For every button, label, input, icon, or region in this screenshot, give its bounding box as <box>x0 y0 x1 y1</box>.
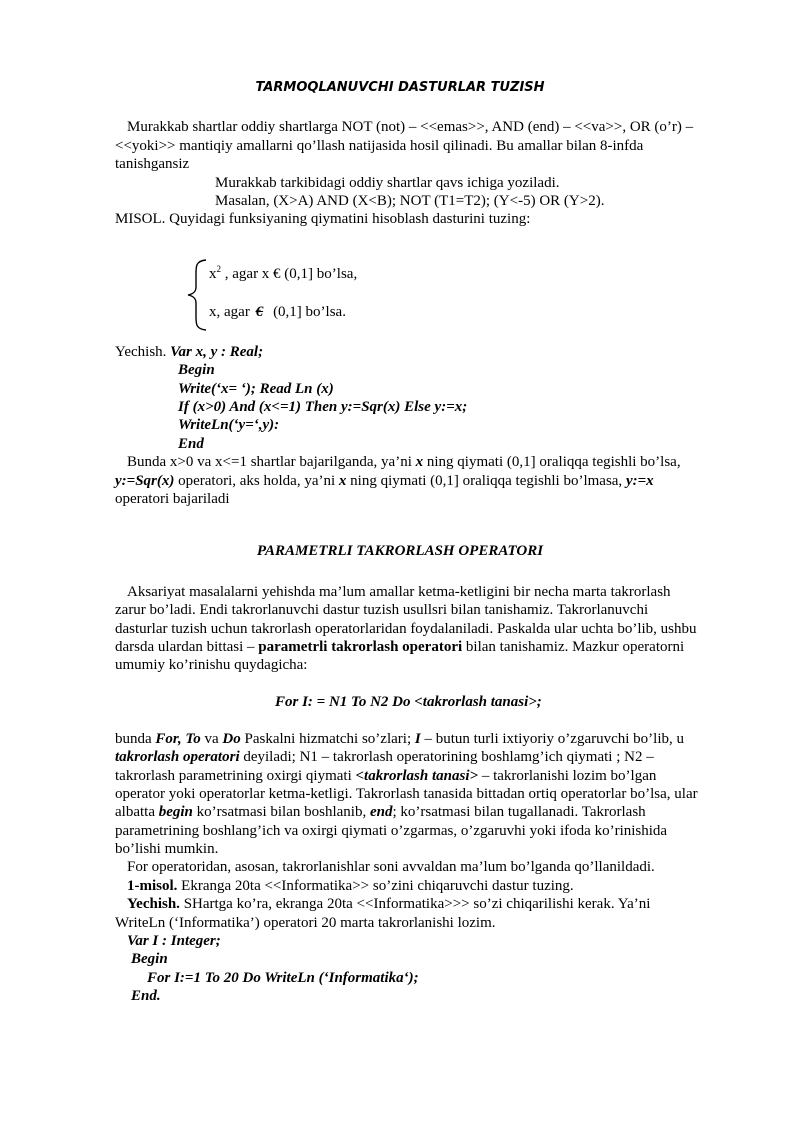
paragraph-line: Masalan, (X>A) AND (X<B); NOT (T1=T2); (Y<-5) OR (Y>2). <box>215 193 605 209</box>
paragraph-line <box>127 453 681 471</box>
not-element-of-icon: € <box>255 304 264 320</box>
paragraph-line <box>115 638 684 656</box>
example-heading: MISOL. Quyidagi funksiyaning qiymatini hisoblash dasturini tuzing: <box>115 211 531 227</box>
text-run: operatori, aks holda, ya’ni <box>174 473 339 489</box>
text-run: Paskalni hizmatchi so’zlari; <box>240 731 415 747</box>
text-run: bunda <box>115 731 156 747</box>
text-run: parametrli takrorlash operatori <box>258 639 463 655</box>
text-run: ko’rsatmasi bilan boshlanib, <box>192 804 370 820</box>
paragraph-line <box>115 730 684 748</box>
solution-label: Yechish. <box>127 896 180 912</box>
case-1-condition: , agar x € (0,1] bo’lsa, <box>221 266 358 282</box>
text-run: I <box>414 731 421 747</box>
text-run: ning qiymati (0,1] oraliqqa tegishli bo’lmasa, <box>346 473 626 489</box>
section-title-for-loop: PARAMETRLI TAKRORLASH OPERATORI <box>256 543 544 559</box>
paragraph-line: For operatoridan, asosan, takrorlanishlar soni avvaldan ma’lum bo’lganda qo’llanildadi. <box>127 859 655 875</box>
code-line: End. <box>131 988 161 1004</box>
paragraph-line <box>115 748 654 766</box>
paragraph-line: parametrining boshlang’ich va oxirgi qiymati o’zgarmas, o’zgaruvhi yoki ifoda ko’rinishida <box>115 823 668 839</box>
text-run: y:=Sqr(x) <box>115 473 175 489</box>
text-run: deyiladi; N1 – takrorlash operatorining boshlamg’ich qiymati ; N2 – <box>239 749 654 765</box>
text-run: x <box>338 473 347 489</box>
paragraph-line <box>115 803 646 821</box>
code-line: Write(‘x= ‘); Read Ln (x) <box>178 381 334 397</box>
paragraph-line: umumiy ko’rinishu quydagicha: <box>115 657 308 673</box>
paragraph-line: zarur bo’ladi. Endi takrorlanuvchi dastur tuzish usullsri bilan tanishamiz. Takrorlanuvchi <box>115 602 649 618</box>
text-run: – butun turli ixtiyoriy o’zgaruvchi bo’lib, u <box>420 731 685 747</box>
paragraph-line: dasturlar tuzish uchun takrorlash operatorlaridan foydalaniladi. Paskalda ular uchta bo’lib, ushbu <box>115 621 697 637</box>
paragraph-line: Aksariyat masalalarni yehishda ma’lum amallar ketma-ketligini bir necha marta takrorlash <box>127 584 671 600</box>
paragraph-line: Murakkab shartlar oddiy shartlarga NOT (not) – <<emas>>, AND (end) – <<va>>, OR (o’r) – <box>127 119 694 135</box>
text-run: takrorlash parametrining oxirgi qiymati <box>115 768 356 784</box>
for-syntax-formula: For I: = N1 To N2 Do <takrorlash tanasi>; <box>275 694 542 710</box>
code-line: If (x>0) And (x<=1) Then y:=Sqr(x) Else y:=x; <box>178 399 468 415</box>
text-run: Do <box>222 731 241 747</box>
text-run: – takrorlanishi lozim bo’lgan <box>478 768 657 784</box>
text-run: takrorlash operatori <box>115 749 240 765</box>
paragraph-line: WriteLn (‘Informatika’) operatori 20 marta takrorlanishi lozim. <box>115 915 496 931</box>
text-run: Bunda x>0 va x<=1 shartlar bajarilganda, ya’ni <box>127 454 416 470</box>
paragraph-line: tanishgansiz <box>115 156 190 172</box>
case-1-exponent: 2 <box>216 264 221 274</box>
text-run: darsda ulardan bittasi – <box>115 639 259 655</box>
case-1-variable: x <box>209 266 217 282</box>
case-2-condition: (0,1] bo’lsa. <box>273 304 346 320</box>
paragraph-line: Murakkab tarkibidagi oddiy shartlar qavs ichiga yoziladi. <box>215 175 560 191</box>
text-run: begin <box>158 804 193 820</box>
text-run: albatta <box>115 804 159 820</box>
paragraph-line: bo’lishi mumkin. <box>115 841 219 857</box>
solution-label: Yechish. <box>115 344 167 360</box>
text-run: Ekranga 20ta <<Informatika>> so’zini chiqaruvchi dastur tuzing. <box>177 878 574 894</box>
curly-brace-icon <box>186 259 208 331</box>
code-line: For I:=1 To 20 Do WriteLn (‘Informatika‘); <box>147 970 419 986</box>
paragraph-line <box>115 472 654 490</box>
code-line: Var I : Integer; <box>127 933 221 949</box>
paragraph-line: operatori bajariladi <box>115 491 230 507</box>
text-run: ning qiymati (0,1] oraliqqa tegishli bo’lsa, <box>423 454 681 470</box>
case-2-expression: x, agar <box>209 304 250 320</box>
code-line: Var x, y : Real; <box>170 344 264 360</box>
text-run: end <box>369 804 393 820</box>
text-run: va <box>200 731 223 747</box>
paragraph-line <box>115 767 656 785</box>
code-line: End <box>178 436 204 452</box>
text-run: y:=x <box>625 473 654 489</box>
example-label: 1-misol. <box>127 878 178 894</box>
function-case-1 <box>209 265 357 283</box>
code-line: WriteLn(‘y=‘,y): <box>178 417 280 433</box>
text-run: bilan tanishamiz. Mazkur operatorni <box>462 639 685 655</box>
solution-line <box>127 895 650 913</box>
text-run: SHartga ko’ra, ekranga 20ta <<Informatika>>> so’zi chiqarilishi kerak. Ya’ni <box>179 896 651 912</box>
code-line: Begin <box>131 951 168 967</box>
function-case-2 <box>209 303 346 321</box>
text-run: For, To <box>155 731 201 747</box>
paragraph-line: operator yoki operatorlar ketma-ketligi. Takrorlash tanasida bittadan ortiq operatorlar bo’lsa, ular <box>115 786 698 802</box>
example-statement <box>127 877 574 895</box>
solution-line <box>115 343 263 361</box>
code-line: Begin <box>178 362 215 378</box>
paragraph-line: <<yoki>> mantiqiy amallarni qo’llash natijasida hosil qilinadi. Bu amallar bilan 8-infda <box>115 138 644 154</box>
section-title-branching: TARMOQLANUVCHI DASTURLAR TUZISH <box>255 80 545 95</box>
text-run: ; ko’rsatmasi bilan tugallanadi. Takrorlash <box>392 804 646 820</box>
text-run: x <box>415 454 424 470</box>
text-run: <takrorlash tanasi> <box>355 768 479 784</box>
